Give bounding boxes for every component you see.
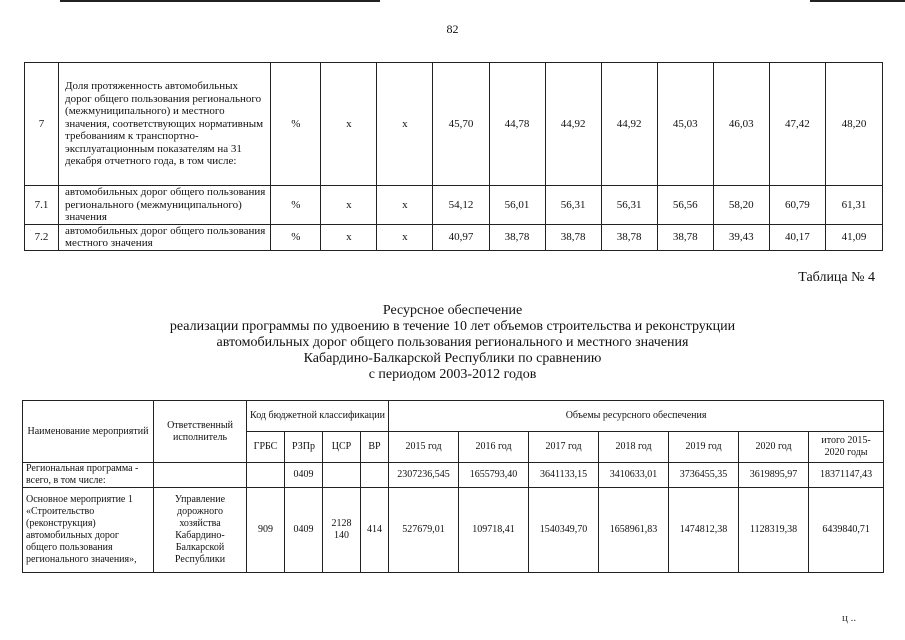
- value-cell: 1658961,83: [599, 488, 669, 573]
- indicator-name: автомобильных дорог общего пользования регионального (межмуниципального) значения: [59, 186, 271, 225]
- value-cell: х: [377, 186, 433, 225]
- resource-table: [22, 400, 884, 573]
- vr-cell: 414: [361, 488, 389, 573]
- header-code: ГРБС: [247, 432, 285, 463]
- value-cell: 56,01: [489, 186, 545, 225]
- header-year: 2017 год: [529, 432, 599, 463]
- value-cell: 109718,41: [459, 488, 529, 573]
- value-cell: 46,03: [713, 63, 769, 186]
- header-row: [23, 401, 884, 432]
- value-cell: 39,43: [713, 224, 769, 250]
- grbs-cell: 909: [247, 488, 285, 573]
- rzpr-cell: 0409: [285, 463, 323, 488]
- value-cell: 47,42: [769, 63, 825, 186]
- value-cell: 44,92: [601, 63, 657, 186]
- header-year: 2016 год: [459, 432, 529, 463]
- row-number: 7.1: [25, 186, 59, 225]
- header-executor: Ответственный исполнитель: [154, 401, 247, 463]
- value-cell: 48,20: [825, 63, 882, 186]
- value-cell: 1540349,70: [529, 488, 599, 573]
- header-budget-code: Код бюджетной классификации: [247, 401, 389, 432]
- header-code: ВР: [361, 432, 389, 463]
- grbs-cell: [247, 463, 285, 488]
- page-number: 82: [446, 22, 459, 36]
- executor-cell: [154, 463, 247, 488]
- unit-cell: %: [271, 63, 321, 186]
- top-edge-lines: [0, 0, 905, 3]
- header-year: 2019 год: [669, 432, 739, 463]
- caption-line: с периодом 2003-2012 годов: [368, 367, 537, 382]
- row-number: 7: [25, 63, 59, 186]
- caption-line: Кабардино-Балкарской Республики по сравнению: [303, 351, 602, 366]
- header-code: РЗПр: [285, 432, 323, 463]
- value-cell: 1655793,40: [459, 463, 529, 488]
- table-caption: [0, 303, 905, 383]
- vr-cell: [361, 463, 389, 488]
- value-cell: 56,31: [601, 186, 657, 225]
- value-cell: 56,31: [545, 186, 601, 225]
- header-volumes: Объемы ресурсного обеспечения: [389, 401, 884, 432]
- value-cell: 1474812,38: [669, 488, 739, 573]
- value-cell: 58,20: [713, 186, 769, 225]
- value-cell: 1128319,38: [739, 488, 809, 573]
- value-cell: 45,03: [657, 63, 713, 186]
- measure-name: Региональная программа - всего, в том числе:: [23, 463, 154, 488]
- value-cell: 2307236,545: [389, 463, 459, 488]
- table-row: [25, 63, 883, 186]
- value-cell: 18371147,43: [809, 463, 884, 488]
- unit-cell: %: [271, 224, 321, 250]
- value-cell: 45,70: [433, 63, 489, 186]
- value-cell: 56,56: [657, 186, 713, 225]
- caption-line: автомобильных дорог общего пользования регионального и местного значения: [216, 335, 689, 350]
- value-cell: 527679,01: [389, 488, 459, 573]
- csr-cell: 2128 140: [323, 488, 361, 573]
- value-cell: 6439840,71: [809, 488, 884, 573]
- indicator-name: Доля протяженность автомобильных дорог общего пользования регионального (межмуниципального) и местного значения, соответствующих нормативным требованиям к транспортно-эксплуатационным показателям на 31 декабря отчетного года, в том числе:: [59, 63, 271, 186]
- header-code: ЦСР: [323, 432, 361, 463]
- header-year: 2015 год: [389, 432, 459, 463]
- header-year: 2018 год: [599, 432, 669, 463]
- value-cell: 38,78: [601, 224, 657, 250]
- caption-line: реализации программы по удвоению в течение 10 лет объемов строительства и реконструкции: [169, 319, 736, 334]
- executor-cell: Управление дорожного хозяйства Кабардино-Балкарской Республики: [154, 488, 247, 573]
- value-cell: 41,09: [825, 224, 882, 250]
- value-cell: 38,78: [545, 224, 601, 250]
- value-cell: х: [377, 63, 433, 186]
- indicators-table: [24, 62, 883, 251]
- table-row: [23, 488, 884, 573]
- value-cell: 54,12: [433, 186, 489, 225]
- value-cell: 61,31: [825, 186, 882, 225]
- value-cell: 44,78: [489, 63, 545, 186]
- value-cell: 40,17: [769, 224, 825, 250]
- scan-mark: ц ..: [842, 612, 857, 624]
- rzpr-cell: 0409: [285, 488, 323, 573]
- value-cell: 60,79: [769, 186, 825, 225]
- value-cell: х: [321, 63, 377, 186]
- table-row: [23, 463, 884, 488]
- header-year: 2020 год: [739, 432, 809, 463]
- value-cell: 38,78: [657, 224, 713, 250]
- value-cell: х: [321, 224, 377, 250]
- row-number: 7.2: [25, 224, 59, 250]
- csr-cell: [323, 463, 361, 488]
- measure-name: Основное мероприятие 1 «Строительство (реконструкция) автомобильных дорог общего пользования регионального значения»,: [23, 488, 154, 573]
- indicator-name: автомобильных дорог общего пользования местного значения: [59, 224, 271, 250]
- header-name: Наименование мероприятий: [23, 401, 154, 463]
- value-cell: 3410633,01: [599, 463, 669, 488]
- caption-line: Ресурсное обеспечение: [382, 303, 523, 318]
- value-cell: х: [377, 224, 433, 250]
- table-row: [25, 186, 883, 225]
- table-row: [25, 224, 883, 250]
- table-label: Таблица № 4: [798, 270, 875, 285]
- value-cell: 38,78: [489, 224, 545, 250]
- unit-cell: %: [271, 186, 321, 225]
- value-cell: 44,92: [545, 63, 601, 186]
- value-cell: 3641133,15: [529, 463, 599, 488]
- value-cell: 40,97: [433, 224, 489, 250]
- value-cell: 3619895,97: [739, 463, 809, 488]
- header-year: итого 2015-2020 годы: [809, 432, 884, 463]
- value-cell: 3736455,35: [669, 463, 739, 488]
- value-cell: х: [321, 186, 377, 225]
